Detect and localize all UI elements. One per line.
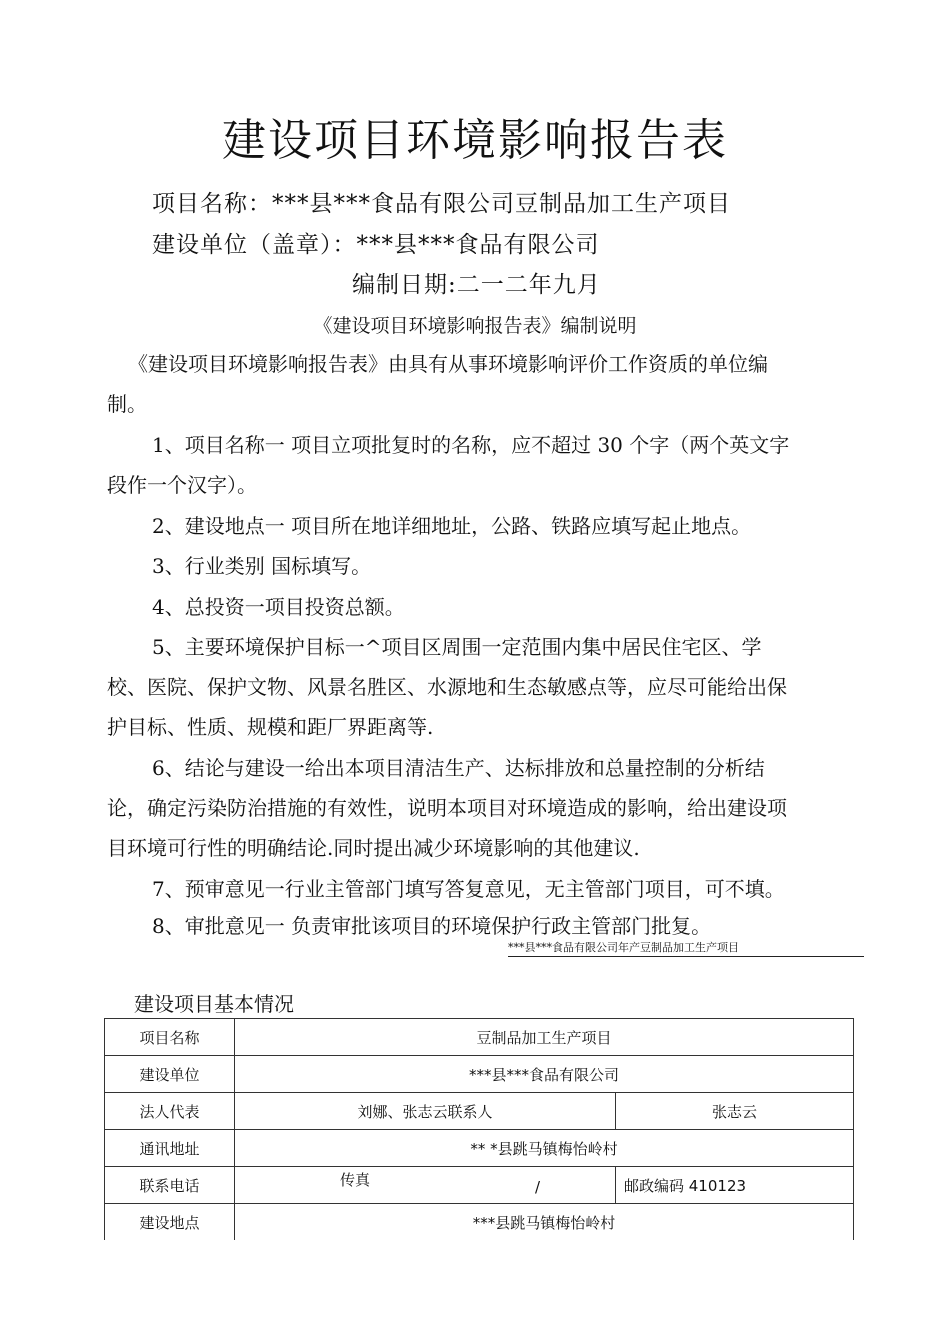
project-name-value: 豆制品加工生产项目	[235, 1019, 854, 1056]
paragraph-line: 校、医院、保护文物、风景名胜区、水源地和生态敏感点等，应尽可能给出保	[107, 675, 787, 699]
page-footer-note: ***县***食品有限公司年产豆制品加工生产项目	[508, 939, 864, 957]
table-row	[105, 1093, 854, 1130]
basic-info-table	[104, 1018, 854, 1240]
project-name-line: 项目名称：***县***食品有限公司豆制品加工生产项目	[152, 191, 731, 217]
paragraph-line: 1、项目名称一 项目立项批复时的名称，应不超过 30 个字（两个英文字	[152, 433, 790, 457]
location-label: 建设地点	[105, 1204, 235, 1241]
fax-label: 传真	[340, 1171, 371, 1189]
paragraph-line: 8、审批意见一 负责审批该项目的环境保护行政主管部门批复。	[152, 914, 712, 938]
document-title: 建设项目环境影响报告表	[222, 115, 728, 166]
paragraph-line: 目环境可行性的明确结论.同时提出减少环境影响的其他建议.	[107, 836, 640, 860]
contact-value: 张志云	[616, 1093, 854, 1130]
table-row	[105, 1130, 854, 1167]
paragraph-line: 6、结论与建设一给出本项目清洁生产、达标排放和总量控制的分析结	[152, 756, 765, 780]
legal-rep-label: 法人代表	[105, 1093, 235, 1130]
paragraph-line: 论，确定污染防治措施的有效性，说明本项目对环境造成的影响，给出建设项	[107, 796, 787, 820]
builder-value: ***县***食品有限公司	[235, 1056, 854, 1093]
table-row	[105, 1204, 854, 1241]
paragraph-line: 2、建设地点一 项目所在地详细地址，公路、铁路应填写起止地点。	[152, 514, 752, 538]
paragraph-line: 护目标、性质、规模和距厂界距离等.	[107, 715, 434, 739]
table-row	[105, 1167, 854, 1204]
paragraph-line: 4、总投资一项目投资总额。	[152, 595, 405, 619]
fax-cell	[235, 1167, 616, 1204]
project-name-label: 项目名称	[105, 1019, 235, 1056]
paragraph-line: 3、行业类别 国标填写。	[152, 554, 372, 578]
fax-cell-inner	[235, 1167, 615, 1203]
builder-label: 建设单位	[105, 1056, 235, 1093]
date-line: 编制日期:二一二年九月	[352, 272, 601, 298]
address-value: ** *县跳马镇梅怡岭村	[235, 1130, 854, 1167]
phone-label: 联系电话	[105, 1167, 235, 1204]
legal-rep-value: 刘娜、张志云联系人	[235, 1093, 616, 1130]
paragraph-line: 《建设项目环境影响报告表》由具有从事环境影响评价工作资质的单位编	[128, 352, 768, 376]
table-row	[105, 1019, 854, 1056]
table-row	[105, 1056, 854, 1093]
fax-value: /	[535, 1178, 541, 1196]
paragraph-line: 7、预审意见一行业主管部门填写答复意见，无主管部门项目，可不填。	[152, 877, 785, 901]
instructions-heading: 《建设项目环境影响报告表》编制说明	[313, 315, 637, 337]
paragraph-line: 制。	[107, 392, 147, 416]
section-title: 建设项目基本情况	[134, 992, 294, 1016]
address-label: 通讯地址	[105, 1130, 235, 1167]
paragraph-line: 段作一个汉字）。	[107, 473, 257, 497]
postcode-value: 邮政编码 410123	[616, 1167, 854, 1204]
paragraph-line: 5、主要环境保护目标一^项目区周围一定范围内集中居民住宅区、学	[152, 635, 762, 659]
builder-line: 建设单位（盖章）：***县***食品有限公司	[152, 232, 600, 258]
location-value: ***县跳马镇梅怡岭村	[235, 1204, 854, 1241]
